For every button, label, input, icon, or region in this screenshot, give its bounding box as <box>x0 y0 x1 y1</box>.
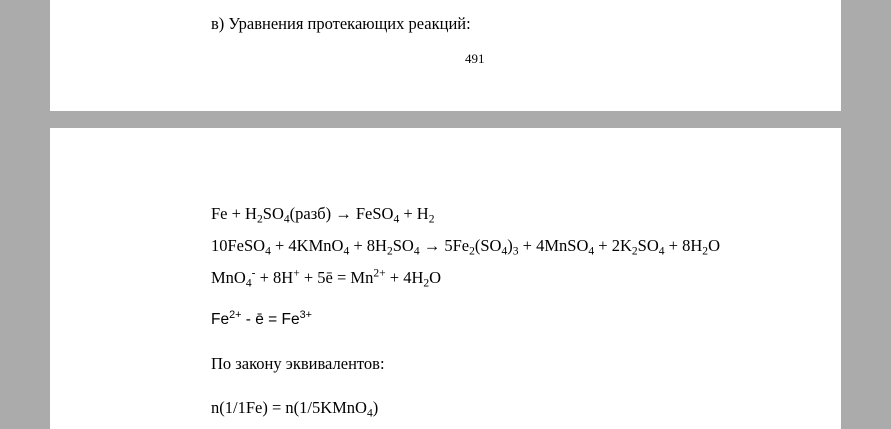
half-reaction-permanganate: MnO$_4$- + 8H+ + 5ē = $Mn^{2+} + 4H_2O$ <box>211 267 442 290</box>
page-number: 491 <box>465 51 485 66</box>
equivalents-law-text: По закону эквивалентов: <box>211 354 385 373</box>
half-reaction-iron: $Fe^{2+}$ - ē = $Fe^{3+}$ <box>211 309 312 328</box>
document-page-bottom <box>50 128 841 429</box>
equivalents-equation: n(1/1Fe) = n(1/5KMnO$_4$) <box>211 398 379 420</box>
equation-feso4-kmno4: 10FeSO$_4$ + 4KMnO$_4$ + $8H_2SO_4 \to 5Fe_2(SO_4)_3$ + 4MnSO$_4$ + $2K_2SO_4 + 8H_2O$ <box>211 236 720 258</box>
document-page-top <box>50 0 841 111</box>
equation-fe-sulfuric-acid: $Fe + H_2SO_4(разб)$ → FeSO$_4$ + $H_2$ <box>211 204 435 226</box>
section-heading: в) Уравнения протекающих реакций: <box>211 14 471 33</box>
